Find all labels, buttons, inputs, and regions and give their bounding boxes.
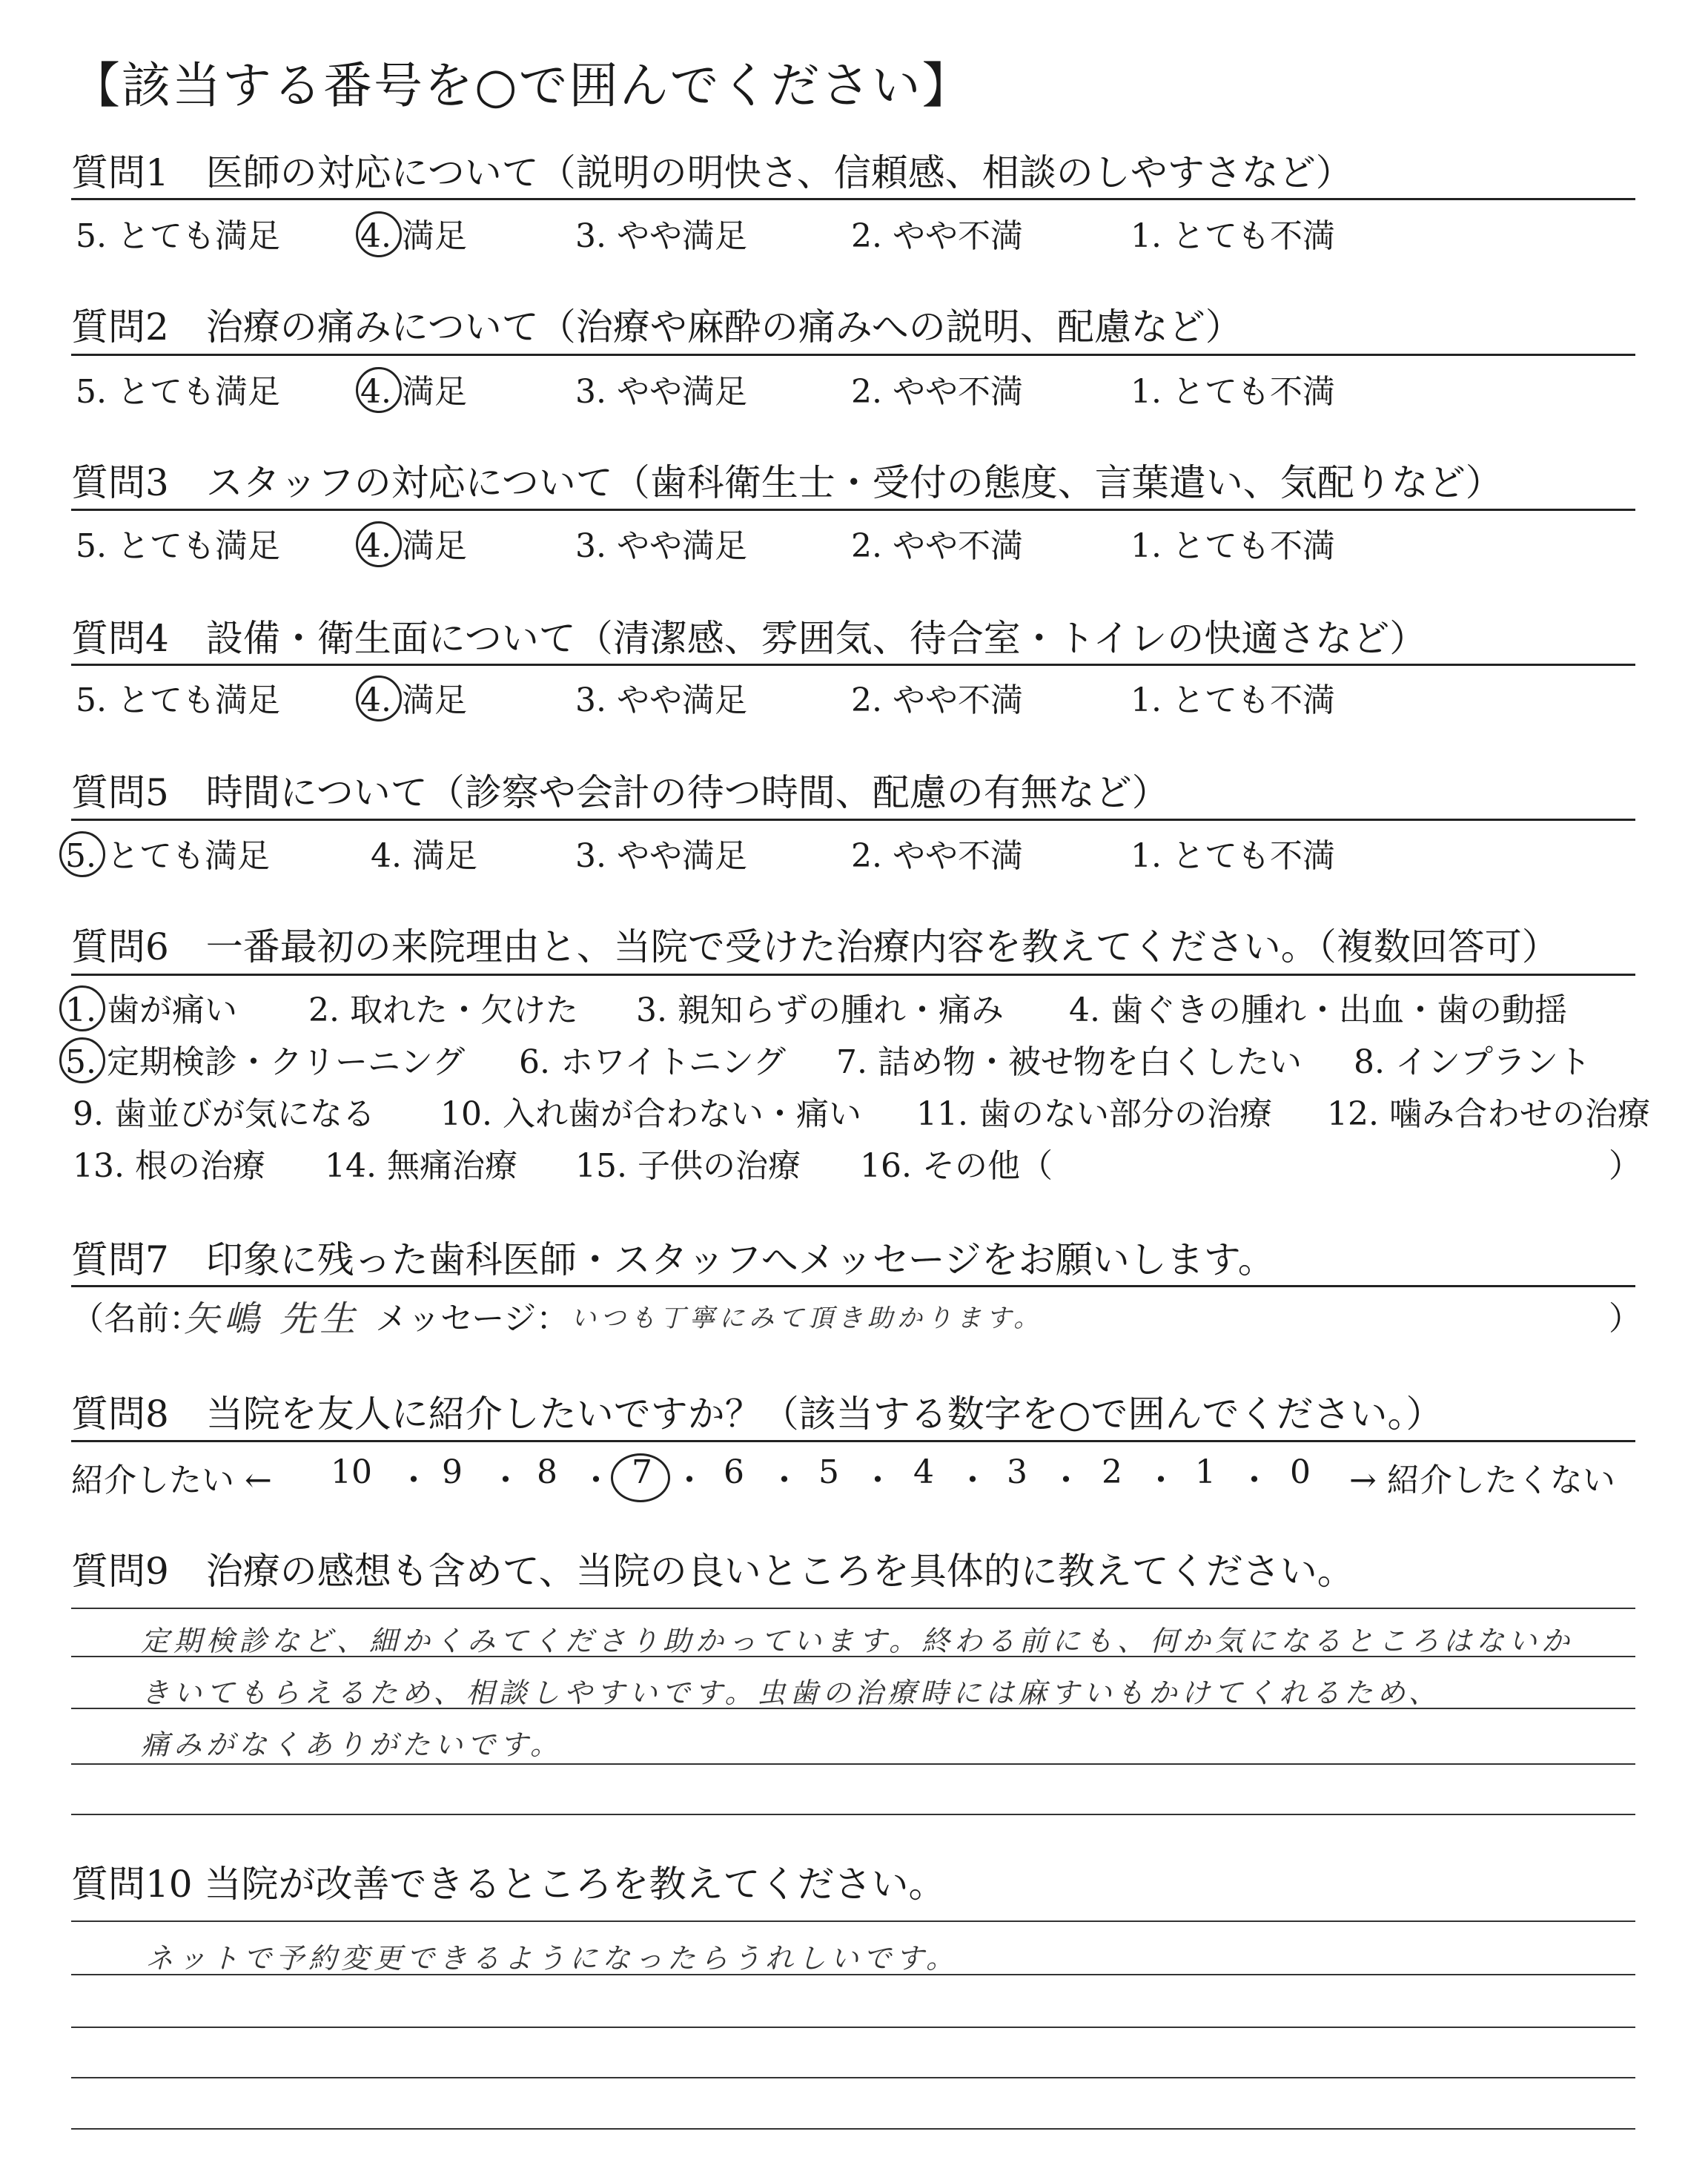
- q1-option-5[interactable]: 5. とても満足: [76, 217, 280, 255]
- q8-separator: ・: [1238, 1462, 1271, 1499]
- q8-selected-circle: [611, 1453, 670, 1502]
- question-6: [71, 921, 1635, 973]
- q9-answer-line: [71, 1608, 1635, 1609]
- question-6-title: 質問6 一番最初の来院理由と、当院で受けた治療内容を教えてください。（複数回答可）: [71, 925, 1559, 968]
- question-5: [71, 767, 1635, 819]
- q3-option-1[interactable]: 1. とても不満: [1131, 527, 1335, 565]
- q8-right-label: → 紹介したくない: [1349, 1462, 1615, 1499]
- q8-separator: ・: [397, 1462, 430, 1499]
- q9-answer-line: [71, 1814, 1635, 1815]
- q4-option-5[interactable]: 5. とても満足: [76, 681, 280, 719]
- q8-number-9[interactable]: 9: [442, 1453, 463, 1491]
- question-7-rule: [71, 1285, 1635, 1287]
- q6-option-15[interactable]: 15. 子供の治療: [575, 1147, 801, 1185]
- q6-option-5-circle: [59, 1037, 105, 1083]
- q9-answer-line: [71, 1763, 1635, 1765]
- question-3-rule: [71, 509, 1635, 511]
- q4-option-1[interactable]: 1. とても不満: [1131, 681, 1335, 719]
- q6-option-5[interactable]: 5. 定期検診・クリーニング: [65, 1043, 466, 1081]
- q6-option-12[interactable]: 12. 噛み合わせの治療: [1327, 1095, 1650, 1133]
- q5-option-1[interactable]: 1. とても不満: [1131, 837, 1335, 875]
- q9-answer-text-1[interactable]: 定期検診など、細かくみてくださり助かっています。終わる前にも、何か気になるところはないか: [141, 1625, 1574, 1657]
- q5-selected-circle: [59, 831, 105, 877]
- q2-option-3[interactable]: 3. やや満足: [575, 373, 747, 411]
- question-4-title: 質問4 設備・衛生面について（清潔感、雰囲気、待合室・トイレの快適さなど）: [71, 617, 1427, 660]
- q8-separator: ・: [1050, 1462, 1082, 1499]
- question-1-rule: [71, 198, 1635, 200]
- q4-selected-circle: [356, 676, 402, 721]
- q6-option-10[interactable]: 10. 入れ歯が合わない・痛い: [440, 1095, 861, 1133]
- q10-answer-line: [71, 1920, 1635, 1922]
- q6-option-1[interactable]: 1. 歯が痛い: [65, 991, 237, 1029]
- q7-message-value[interactable]: いつも丁寧にみて頂き助かります。: [571, 1304, 1044, 1333]
- question-8: [71, 1388, 1635, 1440]
- q8-number-5[interactable]: 5: [818, 1453, 839, 1491]
- q8-number-0[interactable]: 0: [1290, 1453, 1311, 1491]
- q8-number-2[interactable]: 2: [1102, 1453, 1122, 1491]
- q8-separator: ・: [580, 1462, 612, 1499]
- q5-option-2[interactable]: 2. やや不満: [851, 837, 1023, 875]
- q6-option-3[interactable]: 3. 親知らずの腫れ・痛み: [636, 991, 1004, 1029]
- q5-option-4[interactable]: 4. 満足: [371, 837, 477, 875]
- q2-option-5[interactable]: 5. とても満足: [76, 373, 280, 411]
- question-4-rule: [71, 664, 1635, 666]
- q6-option-13[interactable]: 13. 根の治療: [73, 1147, 265, 1185]
- q8-separator: ・: [768, 1462, 801, 1499]
- q7-close-paren: ）: [1609, 1300, 1641, 1338]
- q3-option-4[interactable]: 4. 満足: [360, 527, 467, 565]
- q10-answer-line: [71, 2077, 1635, 2078]
- question-2-title: 質問2 治療の痛みについて（治療や麻酔の痛みへの説明、配慮など）: [71, 305, 1242, 349]
- question-10-title: 質問10 当院が改善できるところを教えてください。: [71, 1863, 946, 1906]
- q6-option-1-circle: [59, 985, 105, 1031]
- question-3: [71, 457, 1635, 509]
- q1-option-3[interactable]: 3. やや満足: [575, 217, 747, 255]
- q8-number-10[interactable]: 10: [331, 1453, 372, 1491]
- q2-option-2[interactable]: 2. やや不満: [851, 373, 1023, 411]
- q8-number-6[interactable]: 6: [724, 1453, 744, 1491]
- q1-option-2[interactable]: 2. やや不満: [851, 217, 1023, 255]
- q8-number-7[interactable]: 7: [632, 1453, 652, 1491]
- q2-option-1[interactable]: 1. とても不満: [1131, 373, 1335, 411]
- q1-option-1[interactable]: 1. とても不満: [1131, 217, 1335, 255]
- q8-separator: ・: [489, 1462, 522, 1499]
- question-9-title: 質問9 治療の感想も含めて、当院の良いところを具体的に教えてください。: [71, 1550, 1354, 1593]
- question-6-rule: [71, 974, 1635, 976]
- form-heading: 【該当する番号を○で囲んでください】: [71, 57, 973, 114]
- question-7-title: 質問7 印象に残った歯科医師・スタッフへメッセージをお願いします。: [71, 1238, 1275, 1281]
- q3-option-2[interactable]: 2. やや不満: [851, 527, 1023, 565]
- question-1-title: 質問1 医師の対応について（説明の明快さ、信頼感、相談のしやすさなど）: [71, 151, 1353, 194]
- q4-option-4[interactable]: 4. 満足: [360, 681, 467, 719]
- q4-option-3[interactable]: 3. やや満足: [575, 681, 747, 719]
- q6-option-7[interactable]: 7. 詰め物・被せ物を白くしたい: [836, 1043, 1302, 1081]
- q6-option-6[interactable]: 6. ホワイトニング: [519, 1043, 787, 1081]
- question-7: [71, 1234, 1635, 1286]
- q8-left-label: 紹介したい ←: [71, 1462, 272, 1499]
- q6-option-14[interactable]: 14. 無痛治療: [325, 1147, 517, 1185]
- question-2: [71, 301, 1635, 353]
- q8-separator: ・: [1145, 1462, 1177, 1499]
- q6-other-close-paren: ）: [1609, 1147, 1641, 1185]
- q7-message-label: メッセージ：: [375, 1300, 569, 1338]
- question-4: [71, 612, 1635, 664]
- q5-option-3[interactable]: 3. やや満足: [575, 837, 747, 875]
- q8-separator: ・: [861, 1462, 894, 1499]
- q9-answer-text-2[interactable]: きいてもらえるため、相談しやすいです。虫歯の治療時には麻すいもかけてくれるため、: [141, 1677, 1441, 1709]
- q2-option-4[interactable]: 4. 満足: [360, 373, 467, 411]
- q1-option-4[interactable]: 4. 満足: [360, 217, 467, 255]
- q7-name-value[interactable]: 矢嶋 先生: [184, 1298, 360, 1340]
- question-10: [71, 1858, 1635, 1910]
- question-8-rule: [71, 1440, 1635, 1442]
- q3-selected-circle: [356, 521, 402, 567]
- q5-option-5[interactable]: 5. とても満足: [65, 837, 270, 875]
- question-5-rule: [71, 819, 1635, 821]
- q1-selected-circle: [356, 211, 402, 257]
- question-2-rule: [71, 354, 1635, 356]
- q8-number-8[interactable]: 8: [537, 1453, 557, 1491]
- q10-answer-line: [71, 2027, 1635, 2028]
- question-5-title: 質問5 時間について（診察や会計の待つ時間、配慮の有無など）: [71, 771, 1169, 814]
- q6-option-2[interactable]: 2. 取れた・欠けた: [308, 991, 578, 1029]
- q6-option-11[interactable]: 11. 歯のない部分の治療: [916, 1095, 1272, 1133]
- q2-selected-circle: [356, 367, 402, 413]
- question-1: [71, 147, 1635, 199]
- q6-option-16[interactable]: 16. その他（: [860, 1147, 1053, 1185]
- q9-answer-text-3[interactable]: 痛みがなくありがたいです。: [141, 1728, 563, 1761]
- q6-option-4[interactable]: 4. 歯ぐきの腫れ・出血・歯の動揺: [1069, 991, 1567, 1029]
- q3-option-3[interactable]: 3. やや満足: [575, 527, 747, 565]
- q8-separator: ・: [956, 1462, 989, 1499]
- q8-number-4[interactable]: 4: [913, 1453, 934, 1491]
- q6-option-8[interactable]: 8. インプラント: [1354, 1043, 1591, 1081]
- q8-number-3[interactable]: 3: [1007, 1453, 1027, 1491]
- question-8-title: 質問8 当院を友人に紹介したいですか？（該当する数字を○で囲んでください。）: [71, 1393, 1443, 1436]
- q8-number-1[interactable]: 1: [1195, 1453, 1216, 1491]
- q10-answer-line: [71, 2128, 1635, 2130]
- q10-answer-text[interactable]: ネットで予約変更できるようになったらうれしいです。: [145, 1942, 959, 1975]
- q3-option-5[interactable]: 5. とても満足: [76, 527, 280, 565]
- q6-option-9[interactable]: 9. 歯並びが気になる: [73, 1095, 375, 1133]
- question-3-title: 質問3 スタッフの対応について（歯科衛生士・受付の態度、言葉遣い、気配りなど）: [71, 461, 1503, 504]
- question-9: [71, 1545, 1635, 1597]
- q8-separator: ・: [673, 1462, 706, 1499]
- q7-name-label: （名前：: [71, 1300, 202, 1338]
- q4-option-2[interactable]: 2. やや不満: [851, 681, 1023, 719]
